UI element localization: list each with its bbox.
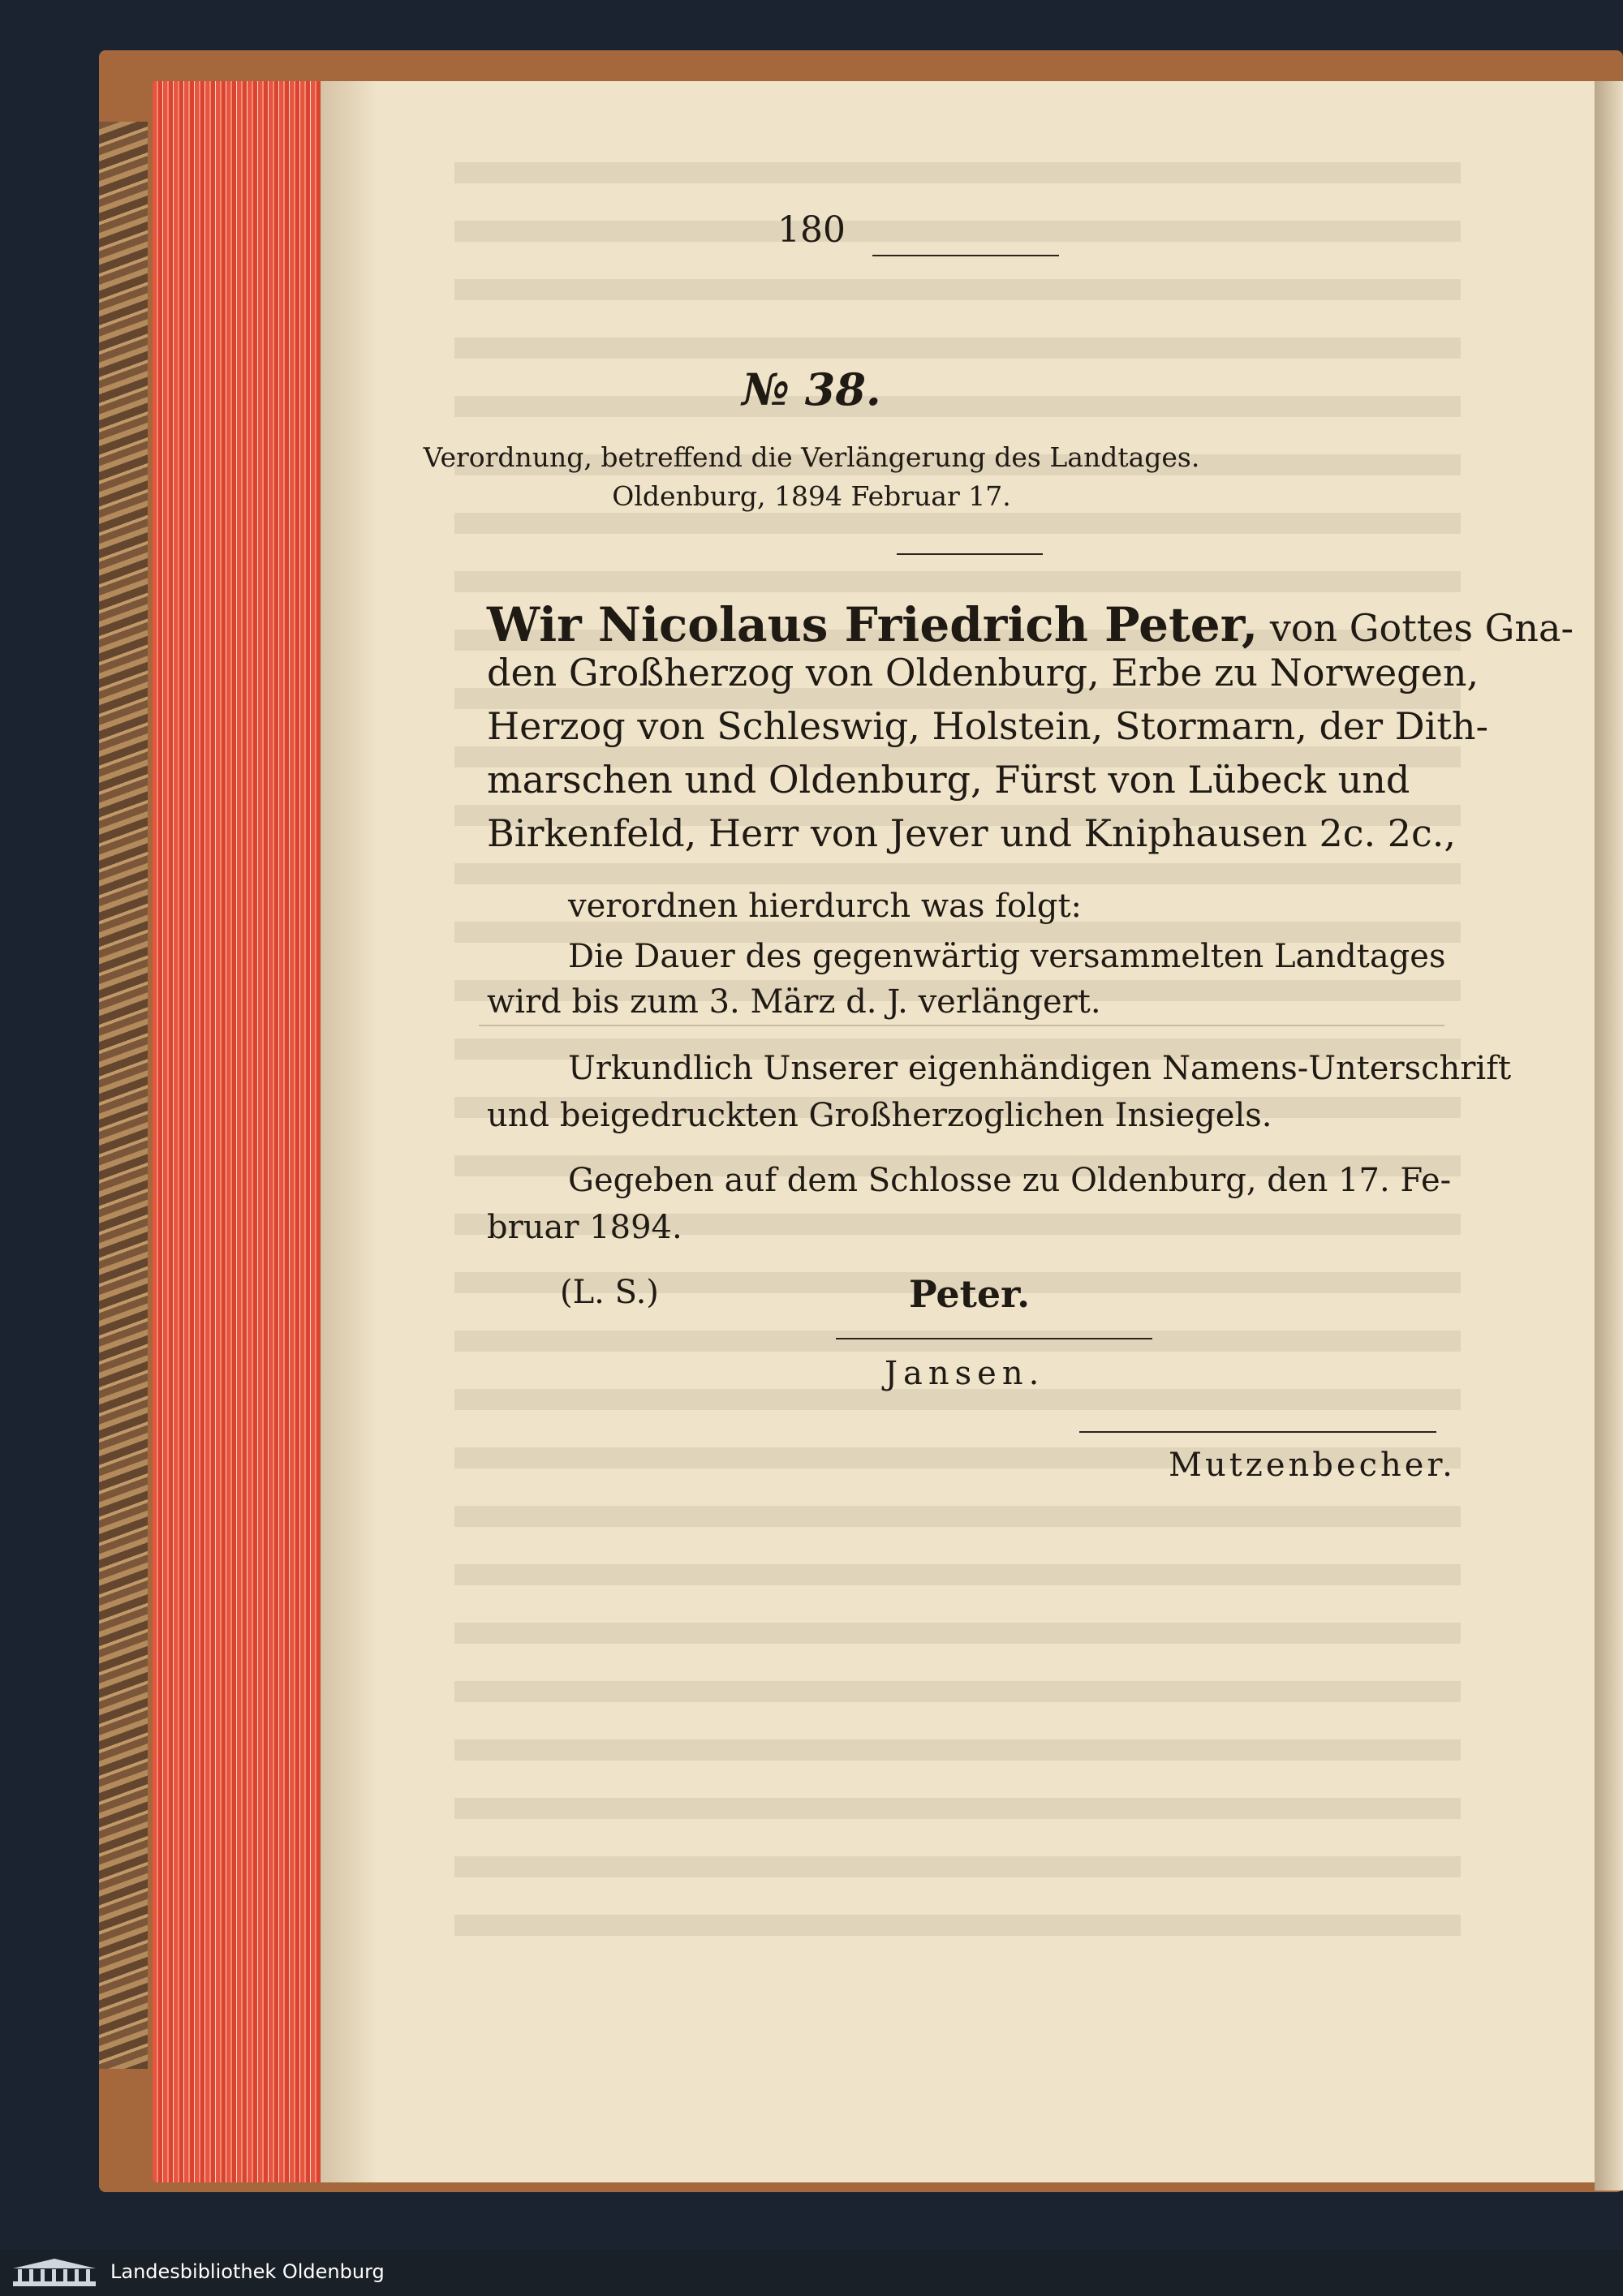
footer-bar xyxy=(0,2249,1623,2296)
body-line-1 xyxy=(487,597,1573,652)
ordinance-dateline: Oldenburg, 1894 Februar 17. xyxy=(612,480,1011,512)
provision-line-1: Die Dauer des gegenwärtig versammelten Landtages xyxy=(568,938,1446,975)
body-line-4: marschen und Oldenburg, Fürst von Lübeck und xyxy=(487,758,1410,802)
title-rule xyxy=(897,553,1043,555)
seal-mark: (L. S.) xyxy=(560,1274,659,1311)
sovereign-name: Wir Nicolaus Friedrich Peter, xyxy=(487,597,1259,652)
body-line-2: den Großherzog von Oldenburg, Erbe zu Norwegen, xyxy=(487,651,1479,694)
given-line-2: bruar 1894. xyxy=(487,1209,682,1246)
body-line-5: Birkenfeld, Herr von Jever und Kniphausen 2c. 2c., xyxy=(487,811,1457,855)
ordinance-subject: Verordnung, betreffend die Verlängerung des Landtages. xyxy=(423,441,1200,473)
section-divider xyxy=(479,1025,1444,1026)
library-building-icon xyxy=(10,2257,99,2290)
page-number: 180 xyxy=(777,209,846,251)
header-rule xyxy=(872,255,1059,256)
body-line-3: Herzog von Schleswig, Holstein, Stormarn, der Dith- xyxy=(487,704,1489,748)
signature-peter: Peter. xyxy=(909,1272,1031,1316)
provision-line-2: wird bis zum 3. März d. J. verlängert. xyxy=(487,983,1101,1021)
attestation-line-2: und beigedruckten Großherzoglichen Insiegels. xyxy=(487,1097,1272,1134)
signature-rule-2 xyxy=(1079,1431,1436,1433)
signature-jansen: Jansen. xyxy=(885,1355,1045,1392)
signature-rule xyxy=(836,1338,1152,1339)
verordnen-line: verordnen hierdurch was folgt: xyxy=(568,888,1082,925)
ordinance-number: № 38. xyxy=(742,363,881,415)
signature-mutzenbecher: Mutzenbecher. xyxy=(1169,1447,1456,1484)
attestation-line-1: Urkundlich Unserer eigenhändigen Namens-Unterschrift xyxy=(568,1050,1512,1087)
library-name: Landesbibliothek Oldenburg xyxy=(110,2260,385,2283)
body-line-1-rest: von Gottes Gna- xyxy=(1258,606,1573,650)
given-line-1: Gegeben auf dem Schlosse zu Oldenburg, den 17. Fe- xyxy=(568,1162,1452,1199)
